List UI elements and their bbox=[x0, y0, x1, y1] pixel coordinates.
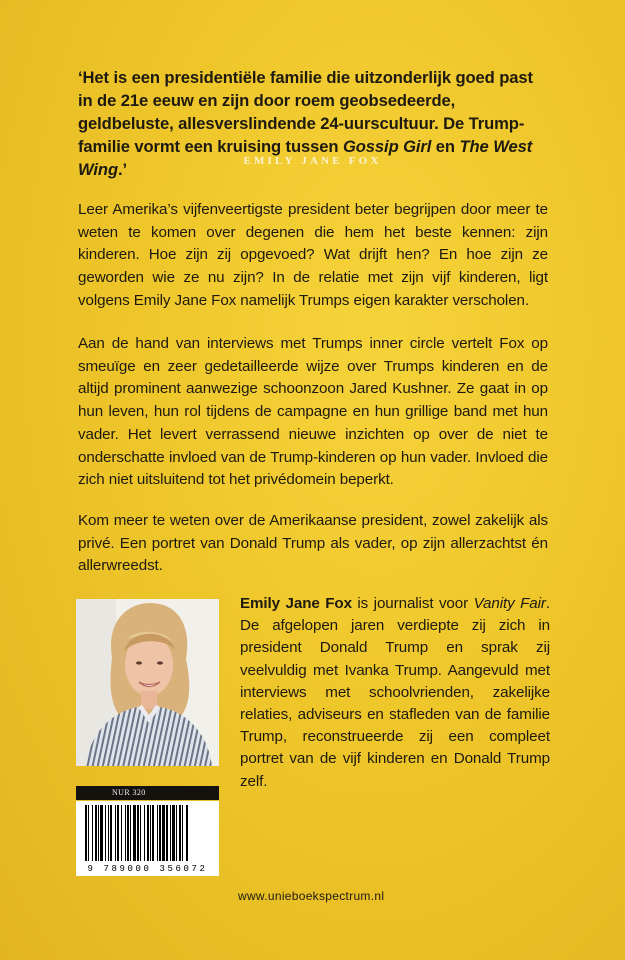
isbn-barcode bbox=[76, 801, 219, 876]
barcode-bar bbox=[105, 805, 106, 861]
barcode-bars bbox=[76, 801, 219, 863]
barcode-bar bbox=[110, 805, 112, 861]
quote-text-3: .’ bbox=[118, 160, 128, 179]
barcode-bar bbox=[182, 805, 183, 861]
barcode-bar bbox=[176, 805, 177, 861]
author-photo bbox=[76, 599, 219, 766]
barcode-bar bbox=[147, 805, 149, 861]
barcode-bar bbox=[140, 805, 141, 861]
description-paragraph-2: Aan de hand van interviews met Trumps inner circle vertelt Fox op smeuïge en zeer gedetailleerde wijze over Trumps kinderen en de altijd prominent aanwezige schoonzoon Jared Kushner. Ze gaat in op hun leven, hun rol tijdens de campagne en hun grillige band met hun vader. Het levert verrassend nieuwe inzichten op over de niet te onderschatte invloed van de Trump-kinderen op hun vader. Invloed die zich niet uitsluitend tot het privédomein beperkt. bbox=[78, 335, 548, 489]
barcode-bar bbox=[166, 805, 168, 861]
quote-title-west-wing: The West Wing bbox=[78, 137, 533, 179]
barcode-bar bbox=[186, 805, 188, 861]
barcode-bar bbox=[152, 805, 154, 861]
bio-text-1: is journalist voor bbox=[351, 595, 474, 612]
barcode-bar bbox=[127, 805, 129, 861]
barcode-bar bbox=[125, 805, 126, 861]
barcode-bar bbox=[179, 805, 181, 861]
quote-text-1: ‘Het is een presidentiële familie die uitzonderlijk goed past in de 21e eeuw en zijn door roem geobsedeerde, geldbeluste, allesverslindende 24-uurscultuur. De Trump-familie vormt een kruising tussen bbox=[78, 68, 533, 156]
barcode-bar bbox=[88, 805, 89, 861]
publisher-url: www.unieboekspectrum.nl bbox=[238, 889, 385, 903]
barcode-bar bbox=[85, 805, 87, 861]
bio-magazine: Vanity Fair bbox=[473, 595, 546, 612]
barcode-bar bbox=[130, 805, 131, 861]
barcode-bar bbox=[92, 805, 93, 861]
bio-text-2: . De afgelopen jaren verdiepte zij zich in president Donald Trump en sprak zij veelvuldig met Ivanka Trump. Aangevuld met interviews met schoolvrienden, zakelijke relaties, adviseurs en stafleden van de familie Trump, reconstrueerde zij een compleet portret van de vijf kinderen en Donald Trump zelf. bbox=[240, 595, 550, 790]
barcode-bar bbox=[108, 805, 109, 861]
barcode-bar bbox=[170, 805, 171, 861]
barcode-bar bbox=[100, 805, 103, 861]
barcode-bar bbox=[117, 805, 119, 861]
author-bio bbox=[240, 593, 550, 793]
quote-text-2: en bbox=[431, 137, 460, 156]
barcode-bar bbox=[115, 805, 116, 861]
barcode-bar bbox=[162, 805, 165, 861]
quote-author: EMILY JANE FOX bbox=[243, 155, 382, 167]
barcode-bar bbox=[172, 805, 175, 861]
barcode-bar bbox=[137, 805, 139, 861]
barcode-bar bbox=[133, 805, 136, 861]
description-paragraph-1: Leer Amerika’s vijfenveertigste president beter begrijpen door meer te weten te komen over degenen die hem het beste kennen: zijn kinderen. Hoe zijn zij opgevoed? Wat drijft hen? En hoe zijn ze geworden wie ze nu zijn? In de relatie met zijn vijf kinderen, ligt volgens Emily Jane Fox namelijk Trumps eigen karakter verscholen. bbox=[78, 201, 548, 309]
nur-code: NUR 320 bbox=[76, 786, 219, 800]
isbn-number: 9 789000 356072 bbox=[87, 864, 208, 874]
barcode-bar bbox=[121, 805, 122, 861]
bio-author-name: Emily Jane Fox bbox=[240, 595, 352, 612]
barcode-bar bbox=[157, 805, 158, 861]
barcode-bar bbox=[144, 805, 145, 861]
barcode-bar bbox=[159, 805, 161, 861]
barcode-bar bbox=[95, 805, 97, 861]
quote-title-gossip-girl: Gossip Girl bbox=[342, 137, 432, 156]
description-paragraph-3: Kom meer te weten over de Amerikaanse president, zowel zakelijk als privé. Een portret van Donald Trump als vader, op zijn allerzachtst én allerwreedst. bbox=[78, 512, 548, 575]
barcode-bar bbox=[150, 805, 151, 861]
barcode-bar bbox=[98, 805, 99, 861]
